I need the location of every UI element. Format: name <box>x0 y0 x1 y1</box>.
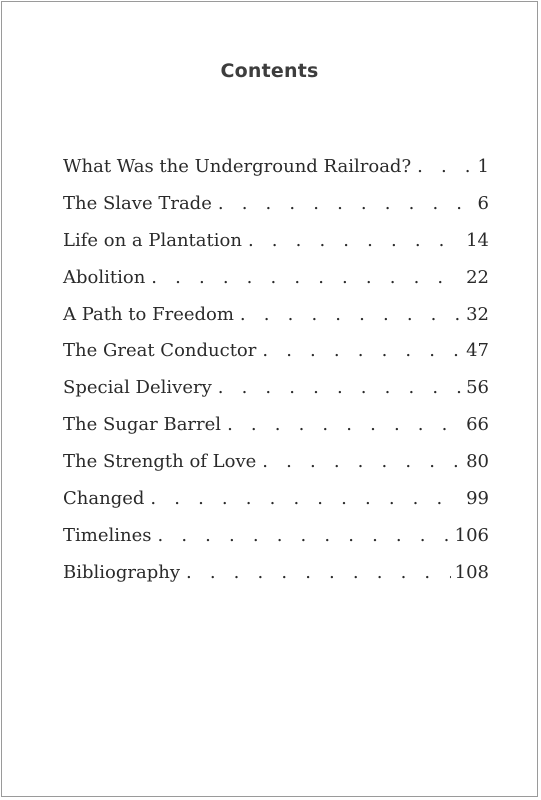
toc-entry-page-number: 1 <box>477 156 489 177</box>
toc-entry-page-number: 47 <box>466 340 489 362</box>
toc-entry-title: The Slave Trade <box>63 192 212 214</box>
dot-leader <box>262 340 462 361</box>
dot-leader <box>417 156 473 177</box>
toc-entry <box>63 377 489 414</box>
toc-entry-title: Bibliography <box>63 561 180 583</box>
toc-entry-title: A Path to Freedom <box>63 303 234 325</box>
toc-entry-page-number: 56 <box>466 377 489 399</box>
dot-leader <box>227 414 462 435</box>
toc-entry-page-number: 80 <box>466 451 489 473</box>
toc-entry-page-number: 106 <box>454 524 489 546</box>
dot-leader <box>248 230 462 251</box>
dot-leader <box>150 488 462 509</box>
toc-entry-title: What Was the Underground Railroad? <box>63 156 412 177</box>
toc-entry <box>63 562 489 599</box>
toc-entry <box>63 304 489 341</box>
book-page <box>1 1 538 797</box>
toc-entry-page-number: 22 <box>466 266 489 288</box>
contents-heading: Contents <box>220 60 319 82</box>
toc-entry-page-number: 66 <box>466 414 489 436</box>
dot-leader <box>262 451 462 472</box>
toc-entry-page-number: 6 <box>477 192 489 214</box>
toc-entry-title: Special Delivery <box>63 377 212 399</box>
toc-entry-title: Abolition <box>63 266 146 288</box>
toc-entry-title: Life on a Plantation <box>63 229 242 251</box>
toc-entry <box>63 488 489 525</box>
toc-entry-page-number: 14 <box>466 229 489 251</box>
toc-entry-title: The Strength of Love <box>63 451 257 473</box>
toc-entry <box>63 525 489 562</box>
toc-entry-title: Changed <box>63 488 145 510</box>
toc-entry-title: The Sugar Barrel <box>63 414 222 436</box>
toc-entry-page-number: 99 <box>466 488 489 510</box>
dot-leader <box>151 267 462 288</box>
toc-entry <box>63 340 489 377</box>
dot-leader <box>157 525 450 546</box>
toc-entry-title: The Great Conductor <box>63 340 257 362</box>
toc-entry <box>63 193 489 230</box>
toc-entry-page-number: 108 <box>454 561 489 583</box>
dot-leader <box>218 377 462 398</box>
toc-entry <box>63 451 489 488</box>
dot-leader <box>186 562 451 583</box>
toc-entry <box>63 414 489 451</box>
toc-entry <box>63 230 489 267</box>
table-of-contents <box>63 156 489 599</box>
toc-entry-title: Timelines <box>63 524 152 546</box>
toc-entry <box>63 156 489 193</box>
toc-entry <box>63 267 489 304</box>
dot-leader <box>240 304 462 325</box>
toc-entry-page-number: 32 <box>466 303 489 325</box>
dot-leader <box>218 193 474 214</box>
